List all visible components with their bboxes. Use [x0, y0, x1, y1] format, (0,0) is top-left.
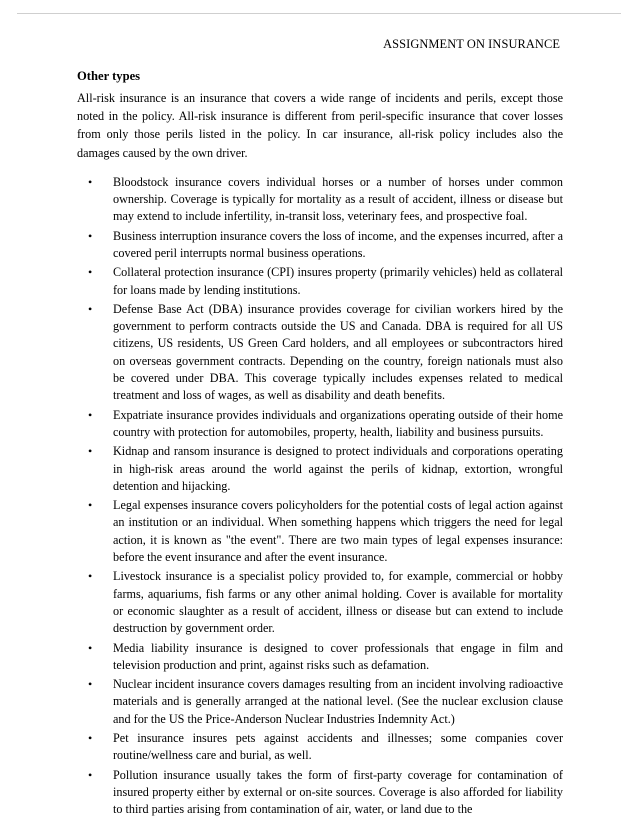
- bullet-icon: •: [88, 498, 93, 513]
- list-item: [77, 640, 563, 675]
- list-item-text: Livestock insurance is a specialist policy provided to, for example, commercial or hobby farms, aquariums, fish farms or any other animal holding. Cover is available for mortality or economic slaughter as a result of accident, illness or disease but can extend to include destruction by government order.: [113, 569, 563, 636]
- page-content: [77, 67, 563, 821]
- bullet-icon: •: [88, 444, 93, 459]
- bullet-icon: •: [88, 569, 93, 584]
- intro-paragraph: All-risk insurance is an insurance that covers a wide range of incidents and perils, except those noted in the policy. All-risk insurance is different from peril-specific insurance that cover losses from only those perils listed in the policy. In car insurance, all-risk policy includes also the damages caused by the own driver.: [77, 91, 563, 160]
- list-item: [77, 264, 563, 299]
- bullet-icon: •: [88, 407, 93, 422]
- list-item: [77, 228, 563, 263]
- list-item-text: Business interruption insurance covers the loss of income, and the expenses incurred, after a covered peril interrupts normal business operations.: [113, 228, 563, 260]
- bullet-icon: •: [88, 301, 93, 316]
- list-item-text: Media liability insurance is designed to cover professionals that engage in film and television production and print, against risks such as defamation.: [113, 640, 563, 672]
- list-item-text: Defense Base Act (DBA) insurance provides coverage for civilian workers hired by the government to perform contracts outside the US and Canada. DBA is required for all US citizens, US residents, US Green Card holders, and all employees or subcontractors hired on overseas government contracts. Depending on the country, foreign nationals must also be covered under DBA. This coverage typically includes expenses related to medical treatment and loss of wages, as well as disability and death benefits.: [113, 301, 563, 403]
- list-item-text: Collateral protection insurance (CPI) insures property (primarily vehicles) held as collateral for loans made by lending institutions.: [113, 265, 563, 297]
- bullet-icon: •: [88, 767, 93, 782]
- bullet-icon: •: [88, 640, 93, 655]
- list-item-text: Legal expenses insurance covers policyholders for the potential costs of legal action against an institution or an individual. When something happens which triggers the need for legal action, it is known as "the event". There are two main types of legal expenses insurance: before the event insurance and after the event insurance.: [113, 498, 563, 565]
- bullet-icon: •: [88, 731, 93, 746]
- list-item: [77, 301, 563, 405]
- list-item-text: Kidnap and ransom insurance is designed to protect individuals and corporations operating in high-risk areas around the world against the perils of kidnap, extortion, wrongful detention and hijacking.: [113, 444, 563, 493]
- list-item: [77, 174, 563, 226]
- list-item-text: Bloodstock insurance covers individual horses or a number of horses under common ownership. Coverage is typically for mortality as a result of accident, illness or disease but may extend to include infertility, in-transit loss, veterinary fees, and prospective foal.: [113, 174, 563, 224]
- list-item: [77, 568, 563, 637]
- bullet-icon: •: [88, 228, 93, 243]
- bullet-icon: •: [88, 174, 93, 189]
- list-item-text: Pollution insurance usually takes the form of first-party coverage for contamination of insured property either by external or on-site sources. Coverage is also afforded for liability to third parties arising from contamination of air, water, or land due to the: [113, 767, 563, 817]
- list-item: [77, 497, 563, 566]
- page-header: ASSIGNMENT ON INSURANCE: [383, 37, 560, 51]
- page-top-edge: [17, 13, 621, 14]
- list-item-text: Nuclear incident insurance covers damages resulting from an incident involving radioactive materials and is generally arranged at the national level. (See the nuclear exclusion clause and for the US the Price-Anderson Nuclear Industries Indemnity Act.): [113, 677, 563, 726]
- bullet-icon: •: [88, 265, 93, 280]
- list-item: [77, 730, 563, 765]
- list-item: [77, 676, 563, 728]
- list-item-text: Pet insurance insures pets against accidents and illnesses; some companies cover routine/wellness care and burial, as well.: [113, 731, 563, 763]
- insurance-types-list: [77, 174, 563, 819]
- list-item-text: Expatriate insurance provides individuals and organizations operating outside of their home country with protection for automobiles, property, health, liability and business pursuits.: [113, 407, 563, 439]
- bullet-icon: •: [88, 677, 93, 692]
- section-title: Other types: [77, 69, 141, 83]
- list-item: [77, 407, 563, 442]
- list-item: [77, 767, 563, 819]
- list-item: [77, 443, 563, 495]
